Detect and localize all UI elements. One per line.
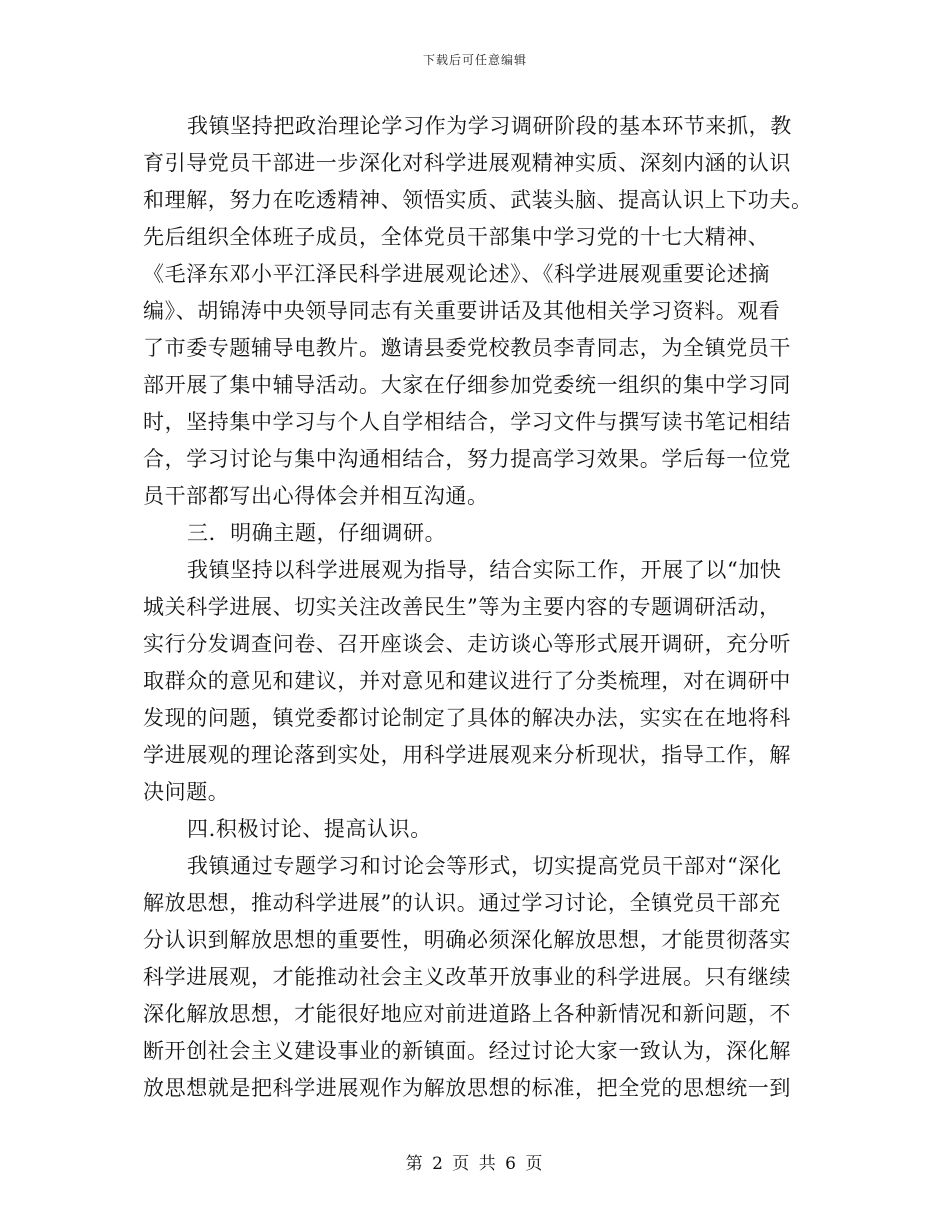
paragraph-line: 解放思想，推动科学进展”的认识。通过学习讨论，全镇党员干部充 [143,891,781,915]
paragraph-line: 学进展观的理论落到实处，用科学进展观来分析现状，指导工作，解 [143,743,791,767]
paragraph-line: 了市委专题辅导电教片。邀请县委党校教员李青同志，为全镇党员干 [143,336,791,360]
paragraph-line: 决问题。 [143,780,230,804]
paragraph-line: 先后组织全体班子成员，全体党员干部集中学习党的十七大精神、 [143,225,770,249]
page-number-footer: 第 2 页 共 6 页 [405,1154,545,1174]
paragraph-line: 员干部都写出心得体会并相互沟通。 [143,484,489,508]
paragraph-line: 编》、胡锦涛中央领导同志有关重要讲话及其他相关学习资料。观看 [143,299,781,323]
paragraph-line: 我镇通过专题学习和讨论会等形式，切实提高党员干部对“深化 [187,854,782,878]
paragraph-line: 我镇坚持以科学进展观为指导，结合实际工作，开展了以“加快 [187,558,782,582]
section-heading: 三．明确主题，仔细调研。 [187,521,447,545]
paragraph-line: 时，坚持集中学习与个人自学相结合，学习文件与撰写读书笔记相结 [143,410,791,434]
paragraph-line: 《毛泽东邓小平江泽民科学进展观论述》、《科学进展观重要论述摘 [143,262,770,286]
paragraph-line: 分认识到解放思想的重要性，明确必须深化解放思想，才能贯彻落实 [143,928,791,952]
paragraph-line: 育引导党员干部进一步深化对科学进展观精神实质、深刻内涵的认识 [143,151,791,175]
section-heading: 四.积极讨论、提高认识。 [187,817,432,841]
page-header: 下载后可任意编辑 [422,53,527,67]
paragraph-line: 和理解，努力在吃透精神、领悟实质、武装头脑、提高认识上下功夫。 [143,188,813,212]
paragraph-line: 断开创社会主义建设事业的新镇面。经过讨论大家一致认为，深化解 [143,1039,791,1063]
paragraph-line: 城关科学进展、切实关注改善民生”等为主要内容的专题调研活动， [143,595,781,619]
paragraph-line: 实行分发调查问卷、召开座谈会、走访谈心等形式展开调研，充分听 [143,632,791,656]
paragraph-line: 我镇坚持把政治理论学习作为学习调研阶段的基本环节来抓，教 [187,114,792,138]
paragraph-line: 合，学习讨论与集中沟通相结合，努力提高学习效果。学后每一位党 [143,447,791,471]
paragraph-line: 发现的问题，镇党委都讨论制定了具体的解决办法，实实在在地将科 [143,706,791,730]
paragraph-line: 放思想就是把科学进展观作为解放思想的标准，把全党的思想统一到 [143,1076,791,1100]
document-body [143,108,813,1107]
paragraph-line: 深化解放思想，才能很好地应对前进道路上各种新情况和新问题，不 [143,1002,791,1026]
paragraph-line: 取群众的意见和建议，并对意见和建议进行了分类梳理，对在调研中 [143,669,791,693]
paragraph-line: 科学进展观，才能推动社会主义改革开放事业的科学进展。只有继续 [143,965,791,989]
paragraph-line: 部开展了集中辅导活动。大家在仔细参加党委统一组织的集中学习同 [143,373,791,397]
